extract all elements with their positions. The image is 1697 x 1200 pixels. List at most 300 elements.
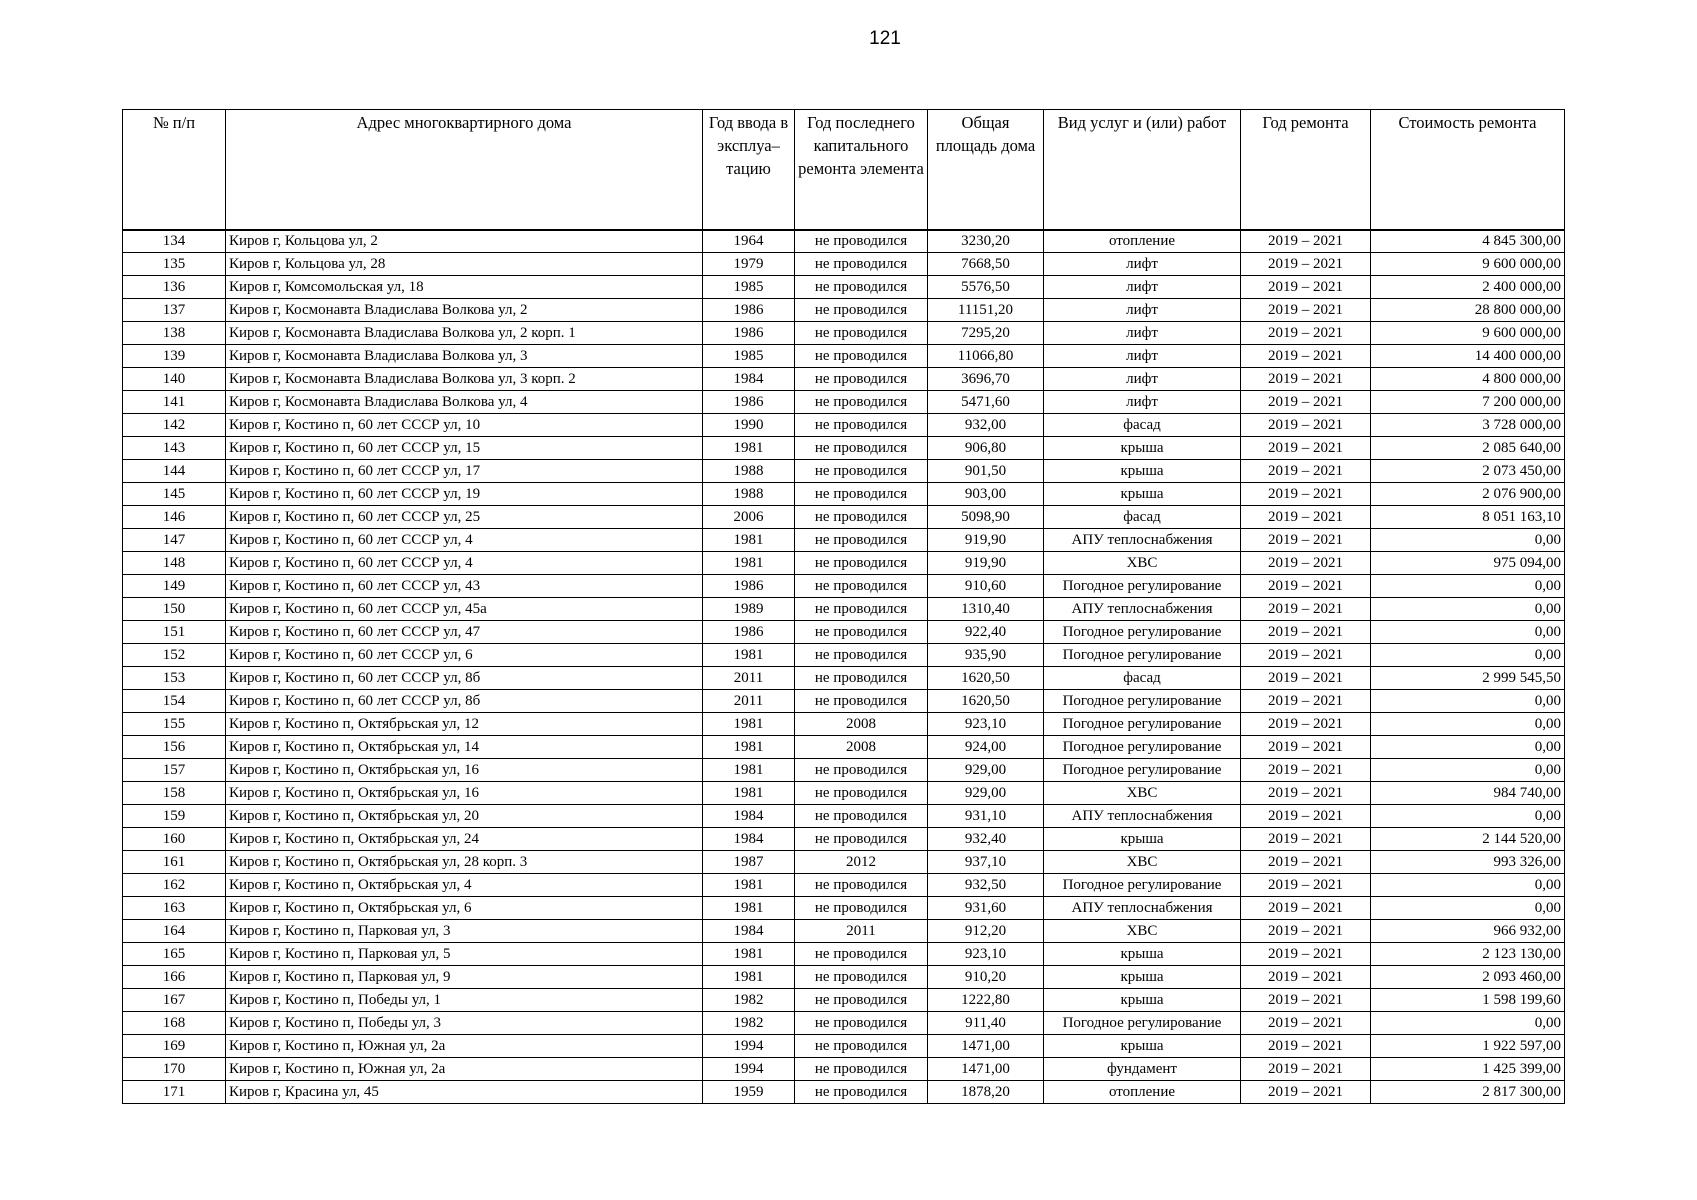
cell-repair-year: 2019 – 2021 — [1241, 1058, 1371, 1081]
cell-repair-year: 2019 – 2021 — [1241, 644, 1371, 667]
cell-year-built: 1985 — [703, 345, 795, 368]
cell-address: Киров г, Костино п, 60 лет СССР ул, 6 — [226, 644, 703, 667]
cell-service: лифт — [1044, 322, 1241, 345]
cell-num: 143 — [123, 437, 226, 460]
cell-service: лифт — [1044, 345, 1241, 368]
cell-num: 141 — [123, 391, 226, 414]
cell-address: Киров г, Костино п, 60 лет СССР ул, 15 — [226, 437, 703, 460]
cell-repair-year: 2019 – 2021 — [1241, 345, 1371, 368]
page-number: 121 — [869, 28, 901, 49]
cell-repair-year: 2019 – 2021 — [1241, 690, 1371, 713]
cell-num: 153 — [123, 667, 226, 690]
cell-cost: 0,00 — [1371, 598, 1565, 621]
cell-year-built: 1981 — [703, 759, 795, 782]
table-row — [123, 805, 1565, 828]
cell-address: Киров г, Костино п, Победы ул, 1 — [226, 989, 703, 1012]
cell-area: 929,00 — [928, 782, 1044, 805]
cell-cost: 4 845 300,00 — [1371, 230, 1565, 253]
cell-year-built: 1990 — [703, 414, 795, 437]
cell-service: лифт — [1044, 253, 1241, 276]
cell-area: 1471,00 — [928, 1035, 1044, 1058]
cell-repair-year: 2019 – 2021 — [1241, 483, 1371, 506]
table-row — [123, 713, 1565, 736]
cell-cost: 2 073 450,00 — [1371, 460, 1565, 483]
cell-area: 932,00 — [928, 414, 1044, 437]
cell-last-repair: не проводился — [795, 276, 928, 299]
cell-cost: 984 740,00 — [1371, 782, 1565, 805]
table-row — [123, 759, 1565, 782]
cell-year-built: 1986 — [703, 299, 795, 322]
cell-num: 163 — [123, 897, 226, 920]
cell-service: Погодное регулирование — [1044, 575, 1241, 598]
cell-num: 151 — [123, 621, 226, 644]
cell-last-repair: не проводился — [795, 966, 928, 989]
cell-cost: 3 728 000,00 — [1371, 414, 1565, 437]
cell-last-repair: не проводился — [795, 805, 928, 828]
table-row — [123, 391, 1565, 414]
cell-address: Киров г, Костино п, 60 лет СССР ул, 4 — [226, 529, 703, 552]
cell-area: 919,90 — [928, 529, 1044, 552]
cell-repair-year: 2019 – 2021 — [1241, 851, 1371, 874]
header-service: Вид услуг и (или) работ — [1044, 110, 1241, 230]
cell-repair-year: 2019 – 2021 — [1241, 966, 1371, 989]
cell-last-repair: не проводился — [795, 897, 928, 920]
cell-year-built: 2011 — [703, 667, 795, 690]
cell-last-repair: не проводился — [795, 253, 928, 276]
cell-service: ХВС — [1044, 552, 1241, 575]
cell-service: фасад — [1044, 667, 1241, 690]
cell-year-built: 1981 — [703, 736, 795, 759]
cell-service: Погодное регулирование — [1044, 759, 1241, 782]
table-row — [123, 1012, 1565, 1035]
cell-repair-year: 2019 – 2021 — [1241, 782, 1371, 805]
cell-area: 901,50 — [928, 460, 1044, 483]
cell-service: Погодное регулирование — [1044, 690, 1241, 713]
table-row — [123, 506, 1565, 529]
cell-num: 162 — [123, 874, 226, 897]
table-row — [123, 368, 1565, 391]
cell-last-repair: не проводился — [795, 1081, 928, 1104]
cell-address: Киров г, Космонавта Владислава Волкова ул, 3 — [226, 345, 703, 368]
header-repair-year: Год ремонта — [1241, 110, 1371, 230]
cell-address: Киров г, Костино п, 60 лет СССР ул, 17 — [226, 460, 703, 483]
cell-repair-year: 2019 – 2021 — [1241, 736, 1371, 759]
cell-num: 166 — [123, 966, 226, 989]
table-row — [123, 575, 1565, 598]
cell-service: АПУ теплоснабжения — [1044, 598, 1241, 621]
cell-cost: 9 600 000,00 — [1371, 253, 1565, 276]
cell-service: АПУ теплоснабжения — [1044, 805, 1241, 828]
cell-address: Киров г, Космонавта Владислава Волкова ул, 3 корп. 2 — [226, 368, 703, 391]
cell-num: 157 — [123, 759, 226, 782]
cell-service: крыша — [1044, 943, 1241, 966]
cell-last-repair: не проводился — [795, 368, 928, 391]
cell-last-repair: 2008 — [795, 713, 928, 736]
cell-last-repair: не проводился — [795, 552, 928, 575]
cell-area: 923,10 — [928, 713, 1044, 736]
cell-area: 932,50 — [928, 874, 1044, 897]
cell-repair-year: 2019 – 2021 — [1241, 230, 1371, 253]
cell-address: Киров г, Костино п, Октябрьская ул, 16 — [226, 782, 703, 805]
cell-year-built: 1982 — [703, 1012, 795, 1035]
cell-address: Киров г, Костино п, Октябрьская ул, 14 — [226, 736, 703, 759]
cell-service: АПУ теплоснабжения — [1044, 897, 1241, 920]
cell-cost: 0,00 — [1371, 1012, 1565, 1035]
cell-area: 924,00 — [928, 736, 1044, 759]
cell-repair-year: 2019 – 2021 — [1241, 414, 1371, 437]
cell-address: Киров г, Костино п, Октябрьская ул, 16 — [226, 759, 703, 782]
cell-num: 145 — [123, 483, 226, 506]
cell-year-built: 1984 — [703, 828, 795, 851]
cell-num: 160 — [123, 828, 226, 851]
cell-year-built: 1981 — [703, 713, 795, 736]
header-year-built: Год ввода в эксплуа–тацию — [703, 110, 795, 230]
cell-cost: 14 400 000,00 — [1371, 345, 1565, 368]
cell-year-built: 1986 — [703, 391, 795, 414]
cell-cost: 0,00 — [1371, 759, 1565, 782]
cell-cost: 1 922 597,00 — [1371, 1035, 1565, 1058]
cell-service: ХВС — [1044, 920, 1241, 943]
table-row — [123, 644, 1565, 667]
cell-address: Киров г, Костино п, 60 лет СССР ул, 45а — [226, 598, 703, 621]
cell-num: 155 — [123, 713, 226, 736]
cell-area: 5576,50 — [928, 276, 1044, 299]
cell-repair-year: 2019 – 2021 — [1241, 322, 1371, 345]
cell-area: 923,10 — [928, 943, 1044, 966]
cell-repair-year: 2019 – 2021 — [1241, 805, 1371, 828]
cell-address: Киров г, Костино п, 60 лет СССР ул, 8б — [226, 690, 703, 713]
cell-num: 159 — [123, 805, 226, 828]
cell-year-built: 1982 — [703, 989, 795, 1012]
cell-area: 919,90 — [928, 552, 1044, 575]
cell-repair-year: 2019 – 2021 — [1241, 529, 1371, 552]
header-area: Общая площадь дома — [928, 110, 1044, 230]
cell-num: 152 — [123, 644, 226, 667]
cell-repair-year: 2019 – 2021 — [1241, 874, 1371, 897]
cell-cost: 2 085 640,00 — [1371, 437, 1565, 460]
cell-area: 5098,90 — [928, 506, 1044, 529]
cell-last-repair: не проводился — [795, 529, 928, 552]
cell-area: 1620,50 — [928, 667, 1044, 690]
cell-cost: 0,00 — [1371, 805, 1565, 828]
cell-service: фундамент — [1044, 1058, 1241, 1081]
table-row — [123, 920, 1565, 943]
cell-area: 931,10 — [928, 805, 1044, 828]
cell-cost: 4 800 000,00 — [1371, 368, 1565, 391]
table-row — [123, 782, 1565, 805]
cell-address: Киров г, Костино п, Октябрьская ул, 24 — [226, 828, 703, 851]
cell-service: крыша — [1044, 460, 1241, 483]
table-row — [123, 667, 1565, 690]
cell-cost: 975 094,00 — [1371, 552, 1565, 575]
cell-cost: 2 123 130,00 — [1371, 943, 1565, 966]
cell-year-built: 1964 — [703, 230, 795, 253]
table-row — [123, 414, 1565, 437]
header-cost: Стоимость ремонта — [1371, 110, 1565, 230]
cell-cost: 28 800 000,00 — [1371, 299, 1565, 322]
cell-last-repair: не проводился — [795, 667, 928, 690]
table-row — [123, 1035, 1565, 1058]
cell-service: лифт — [1044, 276, 1241, 299]
cell-year-built: 1984 — [703, 805, 795, 828]
cell-year-built: 1981 — [703, 874, 795, 897]
cell-address: Киров г, Костино п, Победы ул, 3 — [226, 1012, 703, 1035]
cell-service: крыша — [1044, 1035, 1241, 1058]
cell-num: 139 — [123, 345, 226, 368]
cell-num: 165 — [123, 943, 226, 966]
cell-address: Киров г, Красина ул, 45 — [226, 1081, 703, 1104]
cell-area: 935,90 — [928, 644, 1044, 667]
cell-service: лифт — [1044, 391, 1241, 414]
cell-area: 910,20 — [928, 966, 1044, 989]
cell-service: фасад — [1044, 414, 1241, 437]
cell-last-repair: не проводился — [795, 345, 928, 368]
table-row — [123, 966, 1565, 989]
table-row — [123, 690, 1565, 713]
cell-area: 3230,20 — [928, 230, 1044, 253]
cell-cost: 0,00 — [1371, 575, 1565, 598]
cell-num: 161 — [123, 851, 226, 874]
cell-last-repair: не проводился — [795, 759, 928, 782]
cell-last-repair: 2012 — [795, 851, 928, 874]
cell-cost: 0,00 — [1371, 621, 1565, 644]
cell-num: 149 — [123, 575, 226, 598]
cell-address: Киров г, Костино п, Парковая ул, 9 — [226, 966, 703, 989]
cell-last-repair: 2008 — [795, 736, 928, 759]
cell-num: 170 — [123, 1058, 226, 1081]
table-row — [123, 943, 1565, 966]
cell-service: лифт — [1044, 299, 1241, 322]
cell-area: 1471,00 — [928, 1058, 1044, 1081]
cell-address: Киров г, Костино п, 60 лет СССР ул, 47 — [226, 621, 703, 644]
cell-num: 150 — [123, 598, 226, 621]
cell-cost: 2 400 000,00 — [1371, 276, 1565, 299]
cell-repair-year: 2019 – 2021 — [1241, 1035, 1371, 1058]
cell-cost: 0,00 — [1371, 644, 1565, 667]
cell-service: Погодное регулирование — [1044, 1012, 1241, 1035]
cell-repair-year: 2019 – 2021 — [1241, 943, 1371, 966]
cell-address: Киров г, Космонавта Владислава Волкова ул, 2 корп. 1 — [226, 322, 703, 345]
cell-area: 912,20 — [928, 920, 1044, 943]
cell-year-built: 1987 — [703, 851, 795, 874]
cell-last-repair: не проводился — [795, 598, 928, 621]
cell-repair-year: 2019 – 2021 — [1241, 460, 1371, 483]
cell-area: 931,60 — [928, 897, 1044, 920]
cell-address: Киров г, Костино п, Южная ул, 2а — [226, 1035, 703, 1058]
table-row — [123, 851, 1565, 874]
cell-year-built: 2006 — [703, 506, 795, 529]
cell-num: 140 — [123, 368, 226, 391]
cell-last-repair: не проводился — [795, 690, 928, 713]
cell-num: 142 — [123, 414, 226, 437]
cell-repair-year: 2019 – 2021 — [1241, 506, 1371, 529]
cell-year-built: 1985 — [703, 276, 795, 299]
cell-last-repair: не проводился — [795, 943, 928, 966]
cell-address: Киров г, Костино п, 60 лет СССР ул, 43 — [226, 575, 703, 598]
table-row — [123, 897, 1565, 920]
cell-service: крыша — [1044, 966, 1241, 989]
cell-last-repair: не проводился — [795, 230, 928, 253]
cell-address: Киров г, Костино п, 60 лет СССР ул, 8б — [226, 667, 703, 690]
cell-repair-year: 2019 – 2021 — [1241, 1081, 1371, 1104]
cell-address: Киров г, Космонавта Владислава Волкова ул, 4 — [226, 391, 703, 414]
table-row — [123, 874, 1565, 897]
cell-last-repair: не проводился — [795, 621, 928, 644]
cell-address: Киров г, Костино п, Парковая ул, 5 — [226, 943, 703, 966]
header-row — [123, 110, 1565, 230]
cell-service: Погодное регулирование — [1044, 621, 1241, 644]
cell-num: 138 — [123, 322, 226, 345]
cell-service: ХВС — [1044, 851, 1241, 874]
cell-year-built: 1988 — [703, 460, 795, 483]
cell-year-built: 1984 — [703, 920, 795, 943]
cell-area: 1620,50 — [928, 690, 1044, 713]
cell-cost: 2 093 460,00 — [1371, 966, 1565, 989]
cell-address: Киров г, Костино п, Октябрьская ул, 6 — [226, 897, 703, 920]
cell-last-repair: 2011 — [795, 920, 928, 943]
cell-repair-year: 2019 – 2021 — [1241, 598, 1371, 621]
cell-year-built: 1994 — [703, 1058, 795, 1081]
cell-repair-year: 2019 – 2021 — [1241, 667, 1371, 690]
cell-cost: 2 076 900,00 — [1371, 483, 1565, 506]
cell-year-built: 1981 — [703, 529, 795, 552]
table-row — [123, 598, 1565, 621]
cell-address: Киров г, Костино п, 60 лет СССР ул, 10 — [226, 414, 703, 437]
cell-service: отопление — [1044, 1081, 1241, 1104]
cell-repair-year: 2019 – 2021 — [1241, 713, 1371, 736]
cell-repair-year: 2019 – 2021 — [1241, 391, 1371, 414]
cell-repair-year: 2019 – 2021 — [1241, 276, 1371, 299]
cell-repair-year: 2019 – 2021 — [1241, 897, 1371, 920]
cell-area: 932,40 — [928, 828, 1044, 851]
cell-last-repair: не проводился — [795, 828, 928, 851]
cell-address: Киров г, Кольцова ул, 28 — [226, 253, 703, 276]
table-row — [123, 1081, 1565, 1104]
cell-address: Киров г, Костино п, Южная ул, 2а — [226, 1058, 703, 1081]
cell-year-built: 1988 — [703, 483, 795, 506]
table-row — [123, 483, 1565, 506]
cell-area: 903,00 — [928, 483, 1044, 506]
cell-num: 144 — [123, 460, 226, 483]
cell-year-built: 1981 — [703, 897, 795, 920]
header-num: № п/п — [123, 110, 226, 230]
cell-year-built: 1981 — [703, 943, 795, 966]
cell-area: 11066,80 — [928, 345, 1044, 368]
cell-last-repair: не проводился — [795, 1058, 928, 1081]
cell-area: 929,00 — [928, 759, 1044, 782]
table-row — [123, 299, 1565, 322]
cell-num: 146 — [123, 506, 226, 529]
cell-cost: 0,00 — [1371, 897, 1565, 920]
cell-last-repair: не проводился — [795, 460, 928, 483]
cell-num: 135 — [123, 253, 226, 276]
cell-address: Киров г, Комсомольская ул, 18 — [226, 276, 703, 299]
cell-num: 164 — [123, 920, 226, 943]
cell-year-built: 1981 — [703, 552, 795, 575]
table-row — [123, 989, 1565, 1012]
cell-area: 1878,20 — [928, 1081, 1044, 1104]
cell-cost: 7 200 000,00 — [1371, 391, 1565, 414]
table-row — [123, 253, 1565, 276]
table-row — [123, 736, 1565, 759]
cell-num: 147 — [123, 529, 226, 552]
cell-area: 910,60 — [928, 575, 1044, 598]
table-row — [123, 552, 1565, 575]
cell-year-built: 1984 — [703, 368, 795, 391]
cell-address: Киров г, Кольцова ул, 2 — [226, 230, 703, 253]
table-row — [123, 529, 1565, 552]
cell-address: Киров г, Костино п, Октябрьская ул, 12 — [226, 713, 703, 736]
cell-address: Киров г, Костино п, 60 лет СССР ул, 19 — [226, 483, 703, 506]
table-row — [123, 322, 1565, 345]
cell-repair-year: 2019 – 2021 — [1241, 552, 1371, 575]
cell-repair-year: 2019 – 2021 — [1241, 299, 1371, 322]
table-row — [123, 276, 1565, 299]
cell-repair-year: 2019 – 2021 — [1241, 368, 1371, 391]
cell-year-built: 1989 — [703, 598, 795, 621]
cell-address: Киров г, Костино п, 60 лет СССР ул, 25 — [226, 506, 703, 529]
cell-address: Киров г, Костино п, Парковая ул, 3 — [226, 920, 703, 943]
cell-service: фасад — [1044, 506, 1241, 529]
cell-num: 169 — [123, 1035, 226, 1058]
cell-service: ХВС — [1044, 782, 1241, 805]
cell-area: 11151,20 — [928, 299, 1044, 322]
cell-area: 937,10 — [928, 851, 1044, 874]
cell-last-repair: не проводился — [795, 575, 928, 598]
cell-area: 906,80 — [928, 437, 1044, 460]
cell-repair-year: 2019 – 2021 — [1241, 828, 1371, 851]
cell-cost: 0,00 — [1371, 736, 1565, 759]
cell-cost: 0,00 — [1371, 874, 1565, 897]
cell-num: 136 — [123, 276, 226, 299]
cell-cost: 0,00 — [1371, 690, 1565, 713]
cell-num: 167 — [123, 989, 226, 1012]
cell-num: 148 — [123, 552, 226, 575]
cell-repair-year: 2019 – 2021 — [1241, 253, 1371, 276]
cell-repair-year: 2019 – 2021 — [1241, 920, 1371, 943]
table-row — [123, 828, 1565, 851]
cell-year-built: 1981 — [703, 782, 795, 805]
cell-cost: 8 051 163,10 — [1371, 506, 1565, 529]
cell-year-built: 1986 — [703, 575, 795, 598]
repair-schedule-table — [122, 109, 1565, 1104]
table-body — [123, 230, 1565, 1104]
table-header — [123, 110, 1565, 230]
cell-year-built: 1986 — [703, 322, 795, 345]
cell-last-repair: не проводился — [795, 989, 928, 1012]
cell-last-repair: не проводился — [795, 437, 928, 460]
cell-year-built: 1979 — [703, 253, 795, 276]
table-row — [123, 1058, 1565, 1081]
cell-last-repair: не проводился — [795, 483, 928, 506]
cell-service: крыша — [1044, 828, 1241, 851]
cell-service: крыша — [1044, 989, 1241, 1012]
cell-last-repair: не проводился — [795, 1012, 928, 1035]
cell-service: Погодное регулирование — [1044, 644, 1241, 667]
cell-service: крыша — [1044, 483, 1241, 506]
cell-repair-year: 2019 – 2021 — [1241, 575, 1371, 598]
cell-repair-year: 2019 – 2021 — [1241, 759, 1371, 782]
cell-num: 156 — [123, 736, 226, 759]
cell-address: Киров г, Космонавта Владислава Волкова ул, 2 — [226, 299, 703, 322]
cell-service: крыша — [1044, 437, 1241, 460]
cell-last-repair: не проводился — [795, 782, 928, 805]
table-row — [123, 460, 1565, 483]
cell-service: АПУ теплоснабжения — [1044, 529, 1241, 552]
cell-cost: 2 999 545,50 — [1371, 667, 1565, 690]
cell-area: 5471,60 — [928, 391, 1044, 414]
cell-area: 911,40 — [928, 1012, 1044, 1035]
